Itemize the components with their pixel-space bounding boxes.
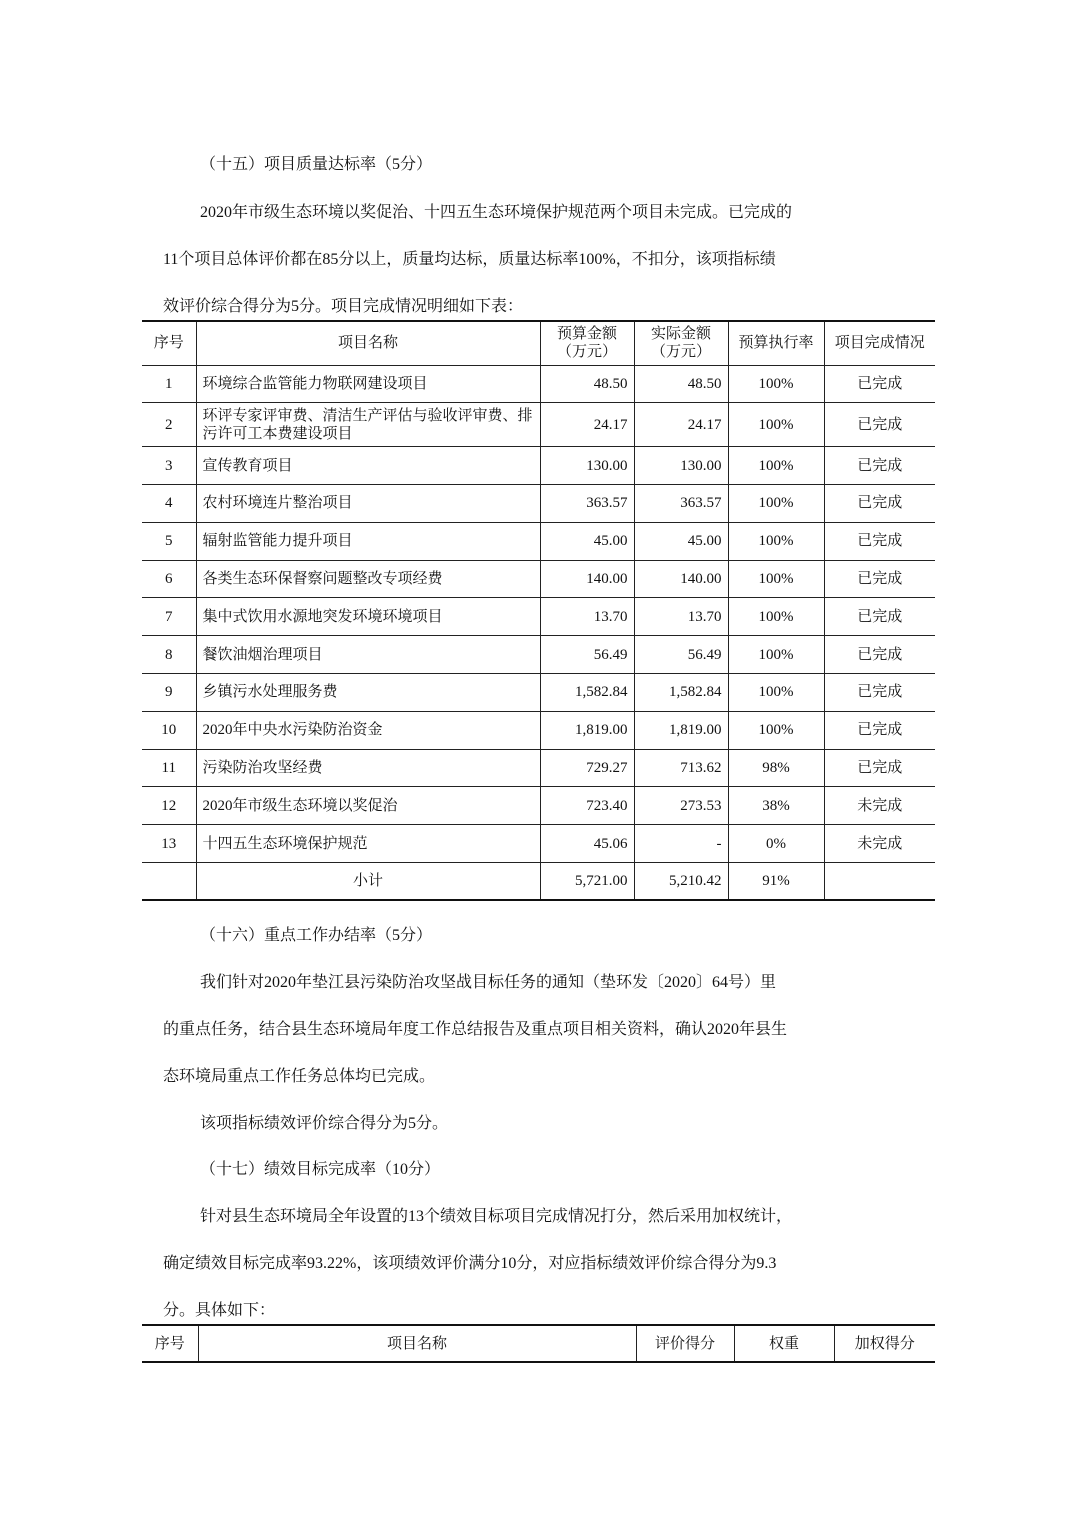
- row-rate: 0%: [728, 825, 824, 863]
- row-actual: 24.17: [634, 403, 728, 447]
- row-status: 已完成: [824, 674, 935, 712]
- row-index: 2: [142, 403, 196, 447]
- row-status: 已完成: [824, 365, 935, 403]
- row-status: 已完成: [824, 403, 935, 447]
- row-project-name: 环评专家评审费、清洁生产评估与验收评审费、排污许可工本费建设项目: [196, 403, 540, 447]
- header-status: 项目完成情况: [824, 321, 935, 365]
- row-budget: 729.27: [540, 749, 634, 787]
- row-project-name: 集中式饮用水源地突发环境环境项目: [196, 598, 540, 636]
- row-budget: 723.40: [540, 787, 634, 825]
- header-weight: 权重: [734, 1325, 834, 1362]
- paragraph-line: 确定绩效目标完成率93.22%，该项绩效评价满分10分，对应指标绩效评价综合得分为9.3: [163, 1255, 777, 1272]
- row-budget: 24.17: [540, 403, 634, 447]
- table-row: [142, 485, 935, 523]
- row-rate: 100%: [728, 636, 824, 674]
- section16-heading: （十六）重点工作办结率（5分）: [200, 927, 433, 944]
- header-budget: [540, 321, 634, 365]
- table-row: [142, 560, 935, 598]
- row-project-name: 十四五生态环境保护规范: [196, 825, 540, 863]
- row-status: 已完成: [824, 598, 935, 636]
- row-status: 已完成: [824, 636, 935, 674]
- table-row: [142, 636, 935, 674]
- table-row: [142, 522, 935, 560]
- row-project-name: 餐饮油烟治理项目: [196, 636, 540, 674]
- table-row: [142, 825, 935, 863]
- row-actual: 48.50: [634, 365, 728, 403]
- paragraph-line: 11个项目总体评价都在85分以上，质量均达标，质量达标率100%，不扣分，该项指标绩: [163, 251, 776, 268]
- row-rate: 100%: [728, 598, 824, 636]
- row-actual: 130.00: [634, 447, 728, 485]
- table-row: [142, 403, 935, 447]
- row-actual: 713.62: [634, 749, 728, 787]
- row-budget: 140.00: [540, 560, 634, 598]
- row-actual: 363.57: [634, 485, 728, 523]
- table-header-row: [142, 321, 935, 365]
- row-project-name: 农村环境连片整治项目: [196, 485, 540, 523]
- row-index: 7: [142, 598, 196, 636]
- table-row: [142, 365, 935, 403]
- row-status: 未完成: [824, 825, 935, 863]
- row-status: 已完成: [824, 711, 935, 749]
- row-budget: 56.49: [540, 636, 634, 674]
- paragraph-line: 2020年市级生态环境以奖促治、十四五生态环境保护规范两个项目未完成。已完成的: [200, 204, 793, 221]
- table-row: [142, 787, 935, 825]
- subtotal-label: 小计: [196, 863, 540, 900]
- row-actual: 140.00: [634, 560, 728, 598]
- header-index: 序号: [142, 1325, 198, 1362]
- header-name: 项目名称: [196, 321, 540, 365]
- row-index: 12: [142, 787, 196, 825]
- row-index: 11: [142, 749, 196, 787]
- paragraph-line: 分。具体如下：: [163, 1302, 276, 1319]
- table-header-row: [142, 1325, 935, 1362]
- subtotal-status-empty: [824, 863, 935, 900]
- row-index: 1: [142, 365, 196, 403]
- row-rate: 100%: [728, 522, 824, 560]
- row-budget: 13.70: [540, 598, 634, 636]
- paragraph-line: 效评价综合得分为5分。项目完成情况明细如下表：: [163, 298, 524, 315]
- row-project-name: 宣传教育项目: [196, 447, 540, 485]
- header-rate: 预算执行率: [728, 321, 824, 365]
- paragraph-line: 针对县生态环境局全年设置的13个绩效目标项目完成情况打分，然后采用加权统计，: [200, 1208, 793, 1225]
- row-index: 8: [142, 636, 196, 674]
- row-budget: 48.50: [540, 365, 634, 403]
- row-budget: 130.00: [540, 447, 634, 485]
- paragraph-line: 我们针对2020年垫江县污染防治攻坚战目标任务的通知（垫环发〔2020〕64号）里: [200, 974, 777, 991]
- row-rate: 98%: [728, 749, 824, 787]
- subtotal-budget: 5,721.00: [540, 863, 634, 900]
- row-project-name: 2020年市级生态环境以奖促治: [196, 787, 540, 825]
- section16-score: 该项指标绩效评价综合得分为5分。: [200, 1115, 449, 1132]
- table-row: [142, 711, 935, 749]
- table-row: [142, 674, 935, 712]
- row-index: 5: [142, 522, 196, 560]
- row-budget: 1,819.00: [540, 711, 634, 749]
- row-actual: 13.70: [634, 598, 728, 636]
- table-row: [142, 598, 935, 636]
- row-index: 4: [142, 485, 196, 523]
- header-budget-unit: （万元）: [556, 344, 617, 361]
- row-rate: 100%: [728, 711, 824, 749]
- subtotal-row: [142, 863, 935, 900]
- subtotal-empty: [142, 863, 196, 900]
- row-index: 6: [142, 560, 196, 598]
- row-rate: 100%: [728, 674, 824, 712]
- row-rate: 100%: [728, 560, 824, 598]
- row-index: 9: [142, 674, 196, 712]
- row-project-name: 各类生态环保督察问题整改专项经费: [196, 560, 540, 598]
- row-budget: 363.57: [540, 485, 634, 523]
- header-budget-line1: 预算金额: [556, 326, 617, 343]
- row-project-name: 乡镇污水处理服务费: [196, 674, 540, 712]
- header-actual-line1: 实际金额: [650, 326, 711, 343]
- table-row: [142, 447, 935, 485]
- header-actual: [634, 321, 728, 365]
- row-budget: 45.06: [540, 825, 634, 863]
- row-rate: 100%: [728, 403, 824, 447]
- row-project-name: 环境综合监管能力物联网建设项目: [196, 365, 540, 403]
- project-completion-table: [142, 320, 935, 901]
- row-actual: 1,582.84: [634, 674, 728, 712]
- row-index: 10: [142, 711, 196, 749]
- row-project-name: 污染防治攻坚经费: [196, 749, 540, 787]
- row-project-name: 2020年中央水污染防治资金: [196, 711, 540, 749]
- paragraph-line: 的重点任务，结合县生态环境局年度工作总结报告及重点项目相关资料，确认2020年县生: [163, 1021, 788, 1038]
- row-actual: -: [634, 825, 728, 863]
- subtotal-rate: 91%: [728, 863, 824, 900]
- table-row: [142, 749, 935, 787]
- paragraph-line: 态环境局重点工作任务总体均已完成。: [163, 1068, 436, 1085]
- row-rate: 100%: [728, 447, 824, 485]
- row-actual: 273.53: [634, 787, 728, 825]
- section17-heading: （十七）绩效目标完成率（10分）: [200, 1161, 441, 1178]
- header-weighted-score: 加权得分: [834, 1325, 935, 1362]
- row-budget: 45.00: [540, 522, 634, 560]
- row-status: 已完成: [824, 447, 935, 485]
- row-actual: 45.00: [634, 522, 728, 560]
- row-budget: 1,582.84: [540, 674, 634, 712]
- row-rate: 38%: [728, 787, 824, 825]
- performance-target-table: [142, 1324, 935, 1363]
- row-project-name: 辐射监管能力提升项目: [196, 522, 540, 560]
- row-actual: 1,819.00: [634, 711, 728, 749]
- section15-heading: （十五）项目质量达标率（5分）: [200, 156, 433, 173]
- header-score: 评价得分: [636, 1325, 734, 1362]
- row-status: 已完成: [824, 560, 935, 598]
- row-rate: 100%: [728, 365, 824, 403]
- row-index: 3: [142, 447, 196, 485]
- header-name: 项目名称: [198, 1325, 636, 1362]
- row-rate: 100%: [728, 485, 824, 523]
- row-status: 已完成: [824, 749, 935, 787]
- header-index: 序号: [142, 321, 196, 365]
- row-index: 13: [142, 825, 196, 863]
- row-status: 已完成: [824, 522, 935, 560]
- row-status: 未完成: [824, 787, 935, 825]
- row-status: 已完成: [824, 485, 935, 523]
- row-actual: 56.49: [634, 636, 728, 674]
- subtotal-actual: 5,210.42: [634, 863, 728, 900]
- header-actual-unit: （万元）: [650, 344, 711, 361]
